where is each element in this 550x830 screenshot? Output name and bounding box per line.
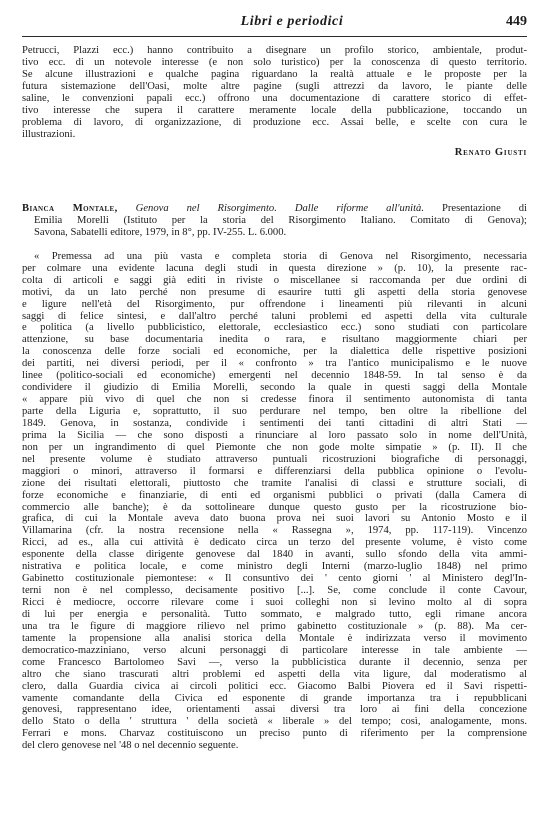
spacer	[22, 239, 527, 251]
text-line: dei partiti, nei diversi periodi, per il « confronto » tra l'antico municipalismo e le nuove	[22, 358, 527, 370]
text-line: vamente comandante della Civica ed esponente di grande importanza tra i repubblicani	[22, 692, 527, 704]
text-line: Ricci, ad es., alla cui attività è dedicato circa un terzo del presente volume, è visto come	[22, 537, 527, 549]
text-line: e politica (a livello pubblicistico, elettorale, ecclesiastico ecc.) sono studiati con particolare	[22, 322, 527, 334]
text-line: zione dei risultati elettorali, piuttosto che tramite l'analisi di classi e strutture sociali, di	[22, 477, 527, 489]
text-line: linee (politico-sociali ed economiche) emergenti nel decennio 1848-59. In tal senso è da	[22, 370, 527, 382]
book-author: Bianca Montale,	[22, 203, 118, 214]
text-line: « Premessa ad una più vasta e completa storia di Genova nel Risorgimento, necessaria	[34, 250, 527, 262]
text-line: Ricci è mediocre, occorre rilevare come i suoi colleghi non si levino molto al di sopra	[22, 597, 527, 608]
review-continuation	[22, 45, 527, 159]
text-line: saggi di felice sintesi, e dall'altro perché taluni problemi ed aspetti della vita culturale	[22, 310, 527, 322]
bibliographic-entry-line: Savona, Sabatelli editore, 1979, in 8°, pp. IV-255. L. 6.000.	[34, 226, 287, 238]
text-line: terni non è nel complesso, decisamente positivo [...]. Se, come conclude il conte Cavour,	[22, 585, 527, 597]
review-body	[22, 251, 527, 752]
text-line: tivo ecc. di un notevole interesse (e non solo turistico) per la conoscenza di questo territorio.	[22, 56, 527, 68]
text-line: la conoscenza delle forze sociali ed economiche, per la dialettica delle rispettive posizioni	[22, 346, 527, 358]
text-line: maggiori o minori, attraverso il formarsi e differenziarsi della pubblica opinione o l'evolu-	[22, 465, 527, 477]
text-line: tamente la propensione alla analisi storica della Montale è indirizzata verso il movimento	[22, 632, 527, 644]
text-line: problema di lavoro, di organizzazione, di produzione ecc. Assai belle, e scelte con cura le	[22, 116, 527, 128]
text-line: di lui per energia e personalità. Tutto sommato, e malgrado tutto, egli rimane ancora	[22, 608, 527, 620]
text-line: del clero genovese nel '48 o nel decennio seguente.	[22, 740, 239, 752]
text-line: tivo interesse che supera il carattere meramente locale della pubblicazione, toccando un	[22, 104, 527, 116]
text-line: colta di articoli e saggi già editi in riviste o miscellanee si raccomanda per due ordini di	[22, 274, 527, 286]
text-line: motivi, da un lato perché non presume di esaurire tutti gli aspetti della storia genovese	[22, 286, 527, 298]
reviewer-signature: Renato Giusti	[454, 146, 527, 158]
book-presentation: Presentazione di	[441, 203, 527, 214]
text-line: dello Stato o della ' struttura ' della società « liberale » del tempo; così, analogamente, mons.	[22, 716, 527, 728]
text-line: e ligure nell'età del Risorgimento, pur offrendone i lineamenti più rilevanti in alcuni	[22, 298, 527, 310]
review-article	[22, 203, 527, 752]
text-line: Se alcune illustrazioni e qualche pagina riguardano la realtà attuale e le proposte per la	[22, 68, 527, 80]
text-line: attenzione, su base documentaria inedita o rara, e risultano maggiormente chiari per	[22, 334, 527, 346]
text-line: genovesi, rappresentano idee, orientamenti assai diversi tra loro ai fini della concezione	[22, 704, 527, 716]
text-line: 1849. Genova, in sostanza, condivide i sentimenti dei tanti cittadini di altri Stati —	[22, 417, 527, 429]
text-line: altro che siano trascurati altri problemi ed aspetti della vita ligure, dal moderatismo al	[22, 668, 527, 680]
text-line: Petrucci, Plazzi ecc.) hanno contribuito a disegnare un profilo storico, ambientale, produt-	[22, 45, 527, 56]
book-page	[22, 0, 527, 830]
text-line: futura sistemazione dell'Oasi, molte altre pagine (sugli attrezzi da lavoro, le piante delle	[22, 80, 527, 92]
text-line: condividere il giudizio di Emilia Morelli, secondo la quale in questi saggi della Montale	[22, 382, 527, 394]
text-line: nistrativa e politica locale, e come ministro degli Interni (marzo-luglio 1848) nel primo	[22, 561, 527, 573]
header-rule	[22, 36, 527, 37]
text-line: grafica, di cui la Montale aveva dato buona prova nei suoi lavori su Antonio Mosto e il	[22, 513, 527, 525]
text-line: democratico-mazziniano, verso alcuni personaggi di particolare interesse in tale ambiente —	[22, 644, 527, 656]
text-line: per colmare una evidente lacuna degli studi in questa direzione » (p. 10), la presente rac-	[22, 262, 527, 274]
text-line: illustrazioni.	[22, 128, 76, 140]
running-header	[22, 14, 527, 34]
text-line: clero, dalla Guardia civica ai circoli politici ecc. Giacomo Balbi Piovera ed il Savi rispetti-	[22, 680, 527, 692]
book-title: Genova nel Risorgimento. Dalle riforme all'unità.	[135, 203, 424, 214]
text-line: esponente della classe dirigente genovese dal 1840 in avanti, sullo sfondo della vita ammi-	[22, 549, 527, 561]
text-line: forze economiche e finanziarie, di enti ed organismi pubblici o privati (dalla Camera di	[22, 489, 527, 501]
text-line: una tra le figure di maggiore rilievo nel primo gabinetto costituzionale » (p. 88). Ma cer-	[22, 620, 527, 632]
text-line: Gabinetto costituzionale piemontese: « Il consuntivo dei ' cento giorni ' al Ministero degl'In-	[22, 573, 527, 585]
text-line: commercio alle banche); è da sottolineare dunque questo gusto per la ricostruzione bio-	[22, 501, 527, 513]
text-line: non per un ingrandimento di quel Piemonte che non gode molte simpatie » (p. II). Il che	[22, 441, 527, 453]
bibliographic-entry-line	[22, 203, 527, 215]
bibliographic-entry-line: Emilia Morelli (Istituto per la storia del Risorgimento Italiano. Comitato di Genova);	[34, 214, 527, 226]
text-line: prima la Sicilia — che sono disposti a rinunciare al loro passato solo in nome dell'Unità,	[22, 429, 527, 441]
text-line: Villamarina (cfr. la nostra recensione nella « Rassegna », 1974, pp. 117-119). Vincenzo	[22, 525, 527, 537]
text-line: Ferrari e mons. Charvaz costituiscono un preciso punto di riferimento per la comprensione	[22, 728, 527, 740]
text-line: « appare più vivo di quel che non si credesse finora il sentimento autonomista di tanta	[22, 394, 527, 406]
page-number: 449	[506, 14, 527, 29]
text-line: saline, le convenzioni papali ecc.) offrono una documentazione di carattere storico di effet-	[22, 92, 527, 104]
text-line: nel presente volume è studiato attraverso puntuali ricostruzioni biografiche di personaggi,	[22, 453, 527, 465]
text-line: come Francesco Bartolomeo Savi —, verso la pubblicistica durante il decennio, senza per	[22, 656, 527, 668]
text-line: parte della Liguria e, soprattutto, il suo perdurare nel tempo, ben oltre la ribellione del	[22, 406, 527, 417]
running-title: Libri e periodici	[240, 14, 344, 29]
